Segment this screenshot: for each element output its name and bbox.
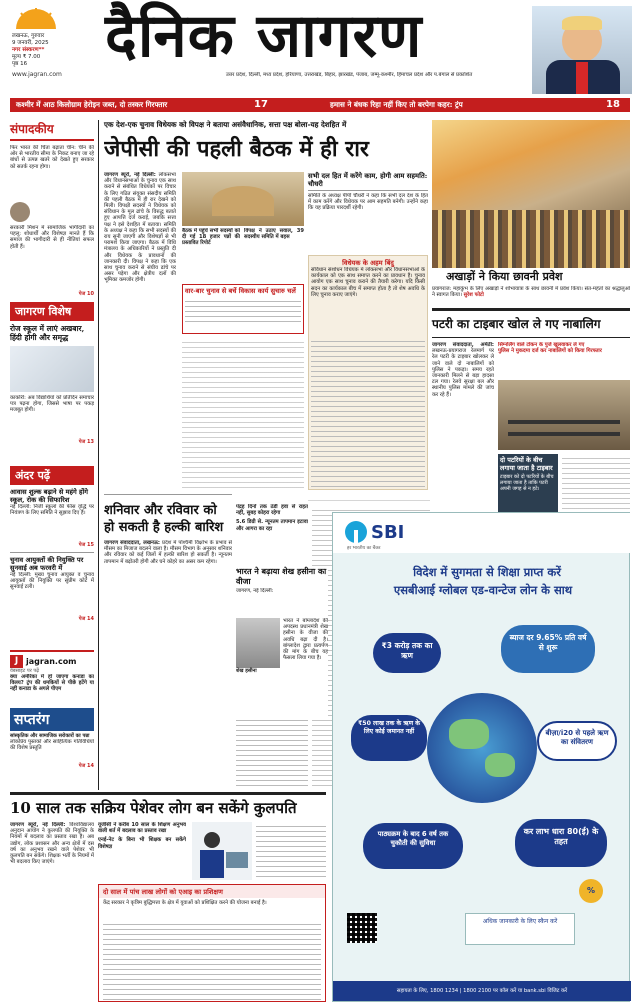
hasina-story: [236, 566, 328, 716]
jagran-vishesh-section: [10, 302, 94, 462]
vishesh-headline[interactable]: रोज स्कूल में लाएं अखबार, हिंदी होगी और समृद्ध: [10, 324, 85, 342]
dateline: लखनऊ, गुरुवार 9 जनवरी, 2025 नगर संस्करण** मूल्य ₹ 7.00 पृष्ठ 16: [12, 33, 49, 67]
vidheyak-head: विधेयक के अहम बिंदु: [342, 259, 394, 267]
weather-bullet-1: पंद्रह दिनों तक ठंडी हवा से राहत नहीं, सुबह कोहरा रहेगा: [236, 504, 308, 517]
akhara-photo: [432, 120, 630, 268]
war-headline: वार-बार चुनाव से बचें विकास कार्य सुचारु चलें: [185, 287, 296, 295]
vc-rule: [10, 792, 326, 795]
vishesh-page: पेज 13: [78, 439, 94, 445]
vidheyak-box: [308, 255, 428, 490]
ad-feature-1: ₹3 करोड़ तक का ऋण: [373, 633, 441, 673]
vc-bullets: [98, 822, 186, 882]
vc-body: जागरण ब्यूरो, नई दिल्ली: विश्वविद्यालय अनुदान आयोग ने कुलपति की नियुक्ति के नियमों में बदलाव का प्रस्ताव रखा है। अब उद्योग, लोक प्रशासन और अन्य क्षेत्रों में दस वर्ष का अनुभव रखने वाले पेशेवर भी कुलपति बन सकेंगे। शिक्षक भर्ती के नियमों में भी बदलाव किए जाएंगे।: [10, 822, 94, 866]
patri-bullet-1: सिग्नलिंग वाले टोकन के पुर्जे खुलवाकर ले गए: [498, 342, 585, 348]
ticker-left-page: 17: [254, 99, 268, 110]
patri-bullets: [498, 342, 630, 378]
ai-training-box: [98, 884, 326, 1002]
andar-text-2: नई दिल्ली: मुख्य चुनाव आयुक्त व चुनाव आयुक्तों की नियुक्ति पर सुप्रीम कोर्ट में सुनवाई टली।: [10, 572, 94, 591]
ad-feature-6: कर लाभ धारा 80(ई) के तहत: [515, 819, 607, 867]
lead-bullet-1: बैठक में पहुंचे सभी सदस्यों को दी गई 18 हजार पन्नों की प्रस्तावित रिपोर्ट: [182, 228, 240, 247]
trump-photo: [532, 6, 632, 94]
masthead-title: दैनिक जागरण: [105, 1, 423, 71]
jagran-com-text: क्या अमेरिका में हो जाएगा कनाडा का विलय? ट्रंप की धमकियों से पीछे हटेंगे या नहीं कनाडा के अगले पीएम: [10, 674, 94, 693]
ticker-right[interactable]: हमास ने बंधक रिहा नहीं किए तो बरपेगा कहर: ट्रंप: [330, 100, 463, 109]
saptrang-text: लोकप्रिय पुस्तकों और साहित्यिक गतिविधियों की विशेष प्रस्तुति: [10, 739, 94, 752]
sampadkiya-section: [10, 120, 94, 298]
column-divider: [98, 120, 99, 790]
patri-body-2: [562, 454, 630, 520]
weather-headline[interactable]: शनिवार और रविवार को हो सकती है हल्की बारिश: [104, 503, 224, 535]
sbi-brand: SBI: [371, 521, 405, 543]
lead-kicker-text: एक देश-एक चुनाव विधेयक को विपक्ष ने बताया असंवैधानिक, सत्ता पक्ष बोला-यह देशहित में: [104, 120, 347, 129]
patri-bullet-2: पुलिस ने मुकदमा दर्ज कर नाबालिगों को किया गिरफ्तार: [498, 348, 602, 355]
akhara-headline[interactable]: अखाड़ों ने किया छावनी प्रवेश: [446, 270, 563, 283]
percent-icon: %: [579, 879, 603, 903]
hasina-headline[interactable]: भारत ने बढ़ाया शेख हसीना का वीजा: [236, 566, 327, 586]
jagran-logo-icon: J: [10, 655, 23, 668]
lead-side-story: [308, 172, 428, 252]
weather-bullet-2: 5.6 डिग्री से. न्यूनतम तापमान इटावा और आगरा का रहा: [236, 519, 308, 532]
ad-qr-text: अधिक जानकारी के लिए स्कैन करें: [465, 913, 575, 945]
ad-footer[interactable]: सहायता के लिए, 1800 1234 | 1800 2100 पर कॉल करें या bank.sbi विजिट करें: [333, 981, 631, 1001]
columnist-avatar: [10, 202, 30, 222]
saptrang-box[interactable]: [10, 708, 94, 784]
lead-bullet-2: विपक्ष ने उठाए सवाल, 39 सदस्यीय समिति में बहस: [244, 228, 304, 241]
ad-feature-5: पाठ्यक्रम के बाद 6 वर्ष तक चुकौती की सुविधा: [363, 823, 463, 869]
andar-title: अंदर पढ़ें: [10, 466, 94, 485]
tiebar-sub: दो पटरियों के बीच लगाया जाता है टाइबार: [500, 456, 553, 472]
patri-headline[interactable]: पटरी का टाइबार खोल ले गए नाबालिग: [432, 317, 601, 331]
tiebar-info-box: [498, 454, 558, 520]
website[interactable]: www.jagran.com: [12, 71, 62, 78]
hasina-byline: जागरण, नई दिल्ली:: [236, 588, 274, 594]
ticker-left[interactable]: कश्मीर में आठ किलोग्राम हेरोइन जब्त, दो तस्कर गिरफ्तार: [16, 100, 168, 109]
jagran-com-site: jagran.com: [26, 657, 77, 666]
lead-body: लोकसभा और विधानसभाओं के चुनाव एक साथ कराने से संबंधित विधेयकों पर विचार के लिए गठित संयुक्त संसदीय समिति की पहली बैठक में ही रार देखने को मिली। विपक्षी सदस्यों ने विधेयक को संविधान के मूल ढांचे के विरुद्ध बताते हुए आपत्ति दर्ज कराई, जबकि सत्ता पक्ष ने इसे देशहित में बताया। समिति के अध्यक्ष ने कहा कि सभी सदस्यों की राय सुनी जाएगी और विशेषज्ञों से भी परामर्श किया जाएगा। बैठक में विधि मंत्रालय के अधिकारियों ने प्रस्तुति दी और विधेयक के प्रावधानों की जानकारी दी। विपक्ष ने कहा कि एक साथ चुनाव कराने से संघीय ढांचे पर असर पड़ेगा और क्षेत्रीय दलों की भूमिका कमजोर होगी।: [104, 172, 176, 284]
patri-body: जागरण संवाददाता, अमेठी: लखनऊ-प्रयागराज रेलमार्ग पर रेल पटरी के टाइबार खोलकर ले जाने वाले दो नाबालिगों को पुलिस ने पकड़ा। समय रहते जानकारी मिलने से बड़ा हादसा टल गया। रेलवे सुरक्षा बल और स्थानीय पुलिस मामले की जांच कर रहे हैं।: [432, 342, 494, 398]
sbi-tagline: हर भारतीय का बैंकर: [347, 546, 381, 551]
newspaper-photo: [10, 346, 94, 392]
sampadkiya-item-1[interactable]: फिर भारत की चिंता बढ़ाता चीन: चीन की ओर से भारतीय सीमा के निकट बनाए जा रहे बांधों से उत्पन्न खतरे को देखते हुए सरकार को सतर्क रहना होगा।: [10, 145, 94, 170]
jagran-com-tag: वेबसाइट पर पढ़ें: [10, 668, 40, 674]
lead-body-col1: [104, 172, 176, 490]
sampadkiya-title: संपादकीय: [10, 120, 94, 141]
andar-page-1: पेज 15: [78, 542, 94, 548]
ai-box-body: केंद्र सरकार ने कृत्रिम बुद्धिमत्ता के क्षेत्र में युवाओं को प्रशिक्षित करने की योजना बनाई है।: [103, 900, 267, 906]
vc-bullet-1: यूजीसी ने करीब 10 साल के शिक्षण अनुभव वाली शर्त में बदलाव का प्रस्ताव रखा: [98, 822, 186, 835]
tiebar-photo: [498, 380, 630, 450]
lead-byline: जागरण ब्यूरो, नई दिल्ली:: [104, 172, 156, 178]
sampadkiya-page: पेज 10: [78, 291, 94, 297]
states-line: उत्तर प्रदेश, दिल्ली, मध्य प्रदेश, हरियाणा, उत्तराखंड, बिहार, झारखंड, पंजाब, जम्मू-कश्मीर, हिमाचल प्रदेश और प.बंगाल से प्रकाशित: [225, 72, 473, 78]
lead-kicker: [104, 120, 404, 129]
lead-body-col2: [182, 338, 304, 488]
ad-feature-2: ब्याज दर 9.65% प्रति वर्ष से शुरू: [501, 625, 595, 673]
vidheyak-body: संविधान संशोधन विधेयक में लोकसभा और विधानसभाओं के कार्यकाल को एक साथ समाप्त करने का प्रावधान है। चुनाव आयोग एक साथ चुनाव कराने की तैयारी करेगा। यदि किसी सदन का कार्यकाल बीच में समाप्त होता है तो शेष अवधि के लिए चुनाव कराए जाएंगे।: [311, 267, 425, 298]
ticker-right-page: 18: [606, 99, 620, 110]
teacher-illustration: [192, 822, 252, 880]
hasina-photo-caption: शेख हसीना: [236, 668, 257, 674]
qr-code-icon[interactable]: [347, 913, 377, 943]
andar-page-2: पेज 14: [78, 616, 94, 622]
ad-feature-4: बीज़ा/i20 से पहले ऋण का संवितरण: [537, 721, 617, 761]
ad-headline-2: एसबीआई ग्लोबल एड-वान्टेज लोन के साथ: [393, 583, 573, 597]
weather-bullets: [236, 504, 308, 560]
weather-body: जागरण संवाददाता, लखनऊ: प्रदेश में पश्चिमी विक्षोभ के प्रभाव से मौसम का मिजाज बदलने वाला है। मौसम विभाग के अनुसार शनिवार और रविवार को कई जिलों में हल्की बारिश हो सकती है। न्यूनतम तापमान में बढ़ोतरी होगी और घने कोहरे का असर कम रहेगा।: [104, 540, 232, 565]
ai-box-head[interactable]: दो साल में पांच लाख लोगों को एआइ का प्रशिक्षण: [99, 885, 325, 898]
saptrang-page: पेज 14: [78, 763, 94, 769]
saptrang-title: सप्तरंग: [10, 708, 94, 731]
saptrang-sub: सांस्कृतिक और सामाजिक सरोकारों का पन्ना: [10, 733, 90, 739]
war-box: [182, 284, 304, 334]
andar-padhen-section: [10, 466, 94, 646]
parliament-photo: [182, 172, 304, 226]
vc-bullet-2: एनई-नेट के बिना भी शिक्षक बन सकेंगे विशेषज्ञ: [98, 837, 186, 850]
continued-text: [308, 496, 430, 504]
ticker-bar: [10, 98, 630, 112]
sbi-ad[interactable]: [332, 512, 630, 1002]
andar-headline-1[interactable]: आवास शुल्क बढ़ाने से महंगे होंगे स्कूल, रोक की सिफारिश: [10, 488, 88, 504]
andar-text-1: नई दिल्ली: निजी स्कूलों की फीस वृद्धि पर नियंत्रण के लिए समिति ने सुझाव दिए हैं।: [10, 504, 94, 517]
side-body: समिति के अध्यक्ष पीपी चौधरी ने कहा कि सभी दल देश के हित में काम करेंगे और विधेयक पर आम सहमति बनेगी। उन्होंने कहा कि यह प्रक्रिया पारदर्शी रहेगी।: [308, 193, 428, 212]
andar-headline-2[interactable]: चुनाव आयुक्तों की नियुक्ति पर सुनवाई अब फरवरी में: [10, 552, 94, 572]
tiebar-body: टाइबार को दो पटरियों के बीच लगाया जाता है ताकि पटरी अपनी जगह से न हटे।: [500, 474, 554, 492]
hasina-photo: [236, 618, 280, 668]
jagran-vishesh-title: जागरण विशेष: [10, 302, 94, 321]
side-headline[interactable]: सभी दल हित में करेंगे काम, होगी आम सहमति: चौधरी: [308, 172, 428, 191]
jagran-com-box[interactable]: [10, 650, 94, 706]
lead-headline[interactable]: जेपीसी की पहली बैठक में ही रार: [104, 136, 369, 162]
sampadkiya-item-2[interactable]: सरकारी मिशन में सामाजिक भागीदारी का पहलू: शोधार्थी और विशेषज्ञ मानते हैं कि समाज की भागीदारी से ही नीतियां सफल होती हैं।: [10, 225, 94, 250]
hasina-body: भारत ने बांग्लादेश की अपदस्थ प्रधानमंत्री शेख हसीना के वीजा की अवधि बढ़ा दी है। बांग्लादेश द्वारा प्रत्यर्पण की मांग के बीच यह फैसला लिया गया है।: [283, 618, 328, 662]
sbi-logo-icon: [345, 521, 367, 543]
ad-headline-1: विदेश में सुगमता से शिक्षा प्राप्त करें: [413, 565, 561, 579]
vishesh-caption: काकोरी: अब विद्यार्थियों को प्रतिदिन समाचार पत्र पढ़ना होगा, जिससे भाषा पर पकड़ मजबूत होगी।: [10, 395, 94, 414]
vc-body-2: [256, 822, 326, 880]
akhara-caption: प्रयागराज: महाकुंभ के लिए अखाड़ों ने शोभायात्रा के साथ छावनी में प्रवेश किया। संत-महंतों का श्रद्धालुओं ने स्वागत किया। सुरेश फोटो: [432, 286, 630, 299]
patri-header: [432, 308, 630, 338]
globe-icon: [427, 693, 537, 803]
sun-logo-icon: [12, 8, 60, 30]
vc-headline[interactable]: 10 साल तक सक्रिय पेशेवर लोग बन सकेंगे कुलपति: [10, 799, 297, 817]
ad-feature-3: ₹50 लाख तक के ऋण के लिए कोई जमानत नहीं: [351, 715, 427, 761]
